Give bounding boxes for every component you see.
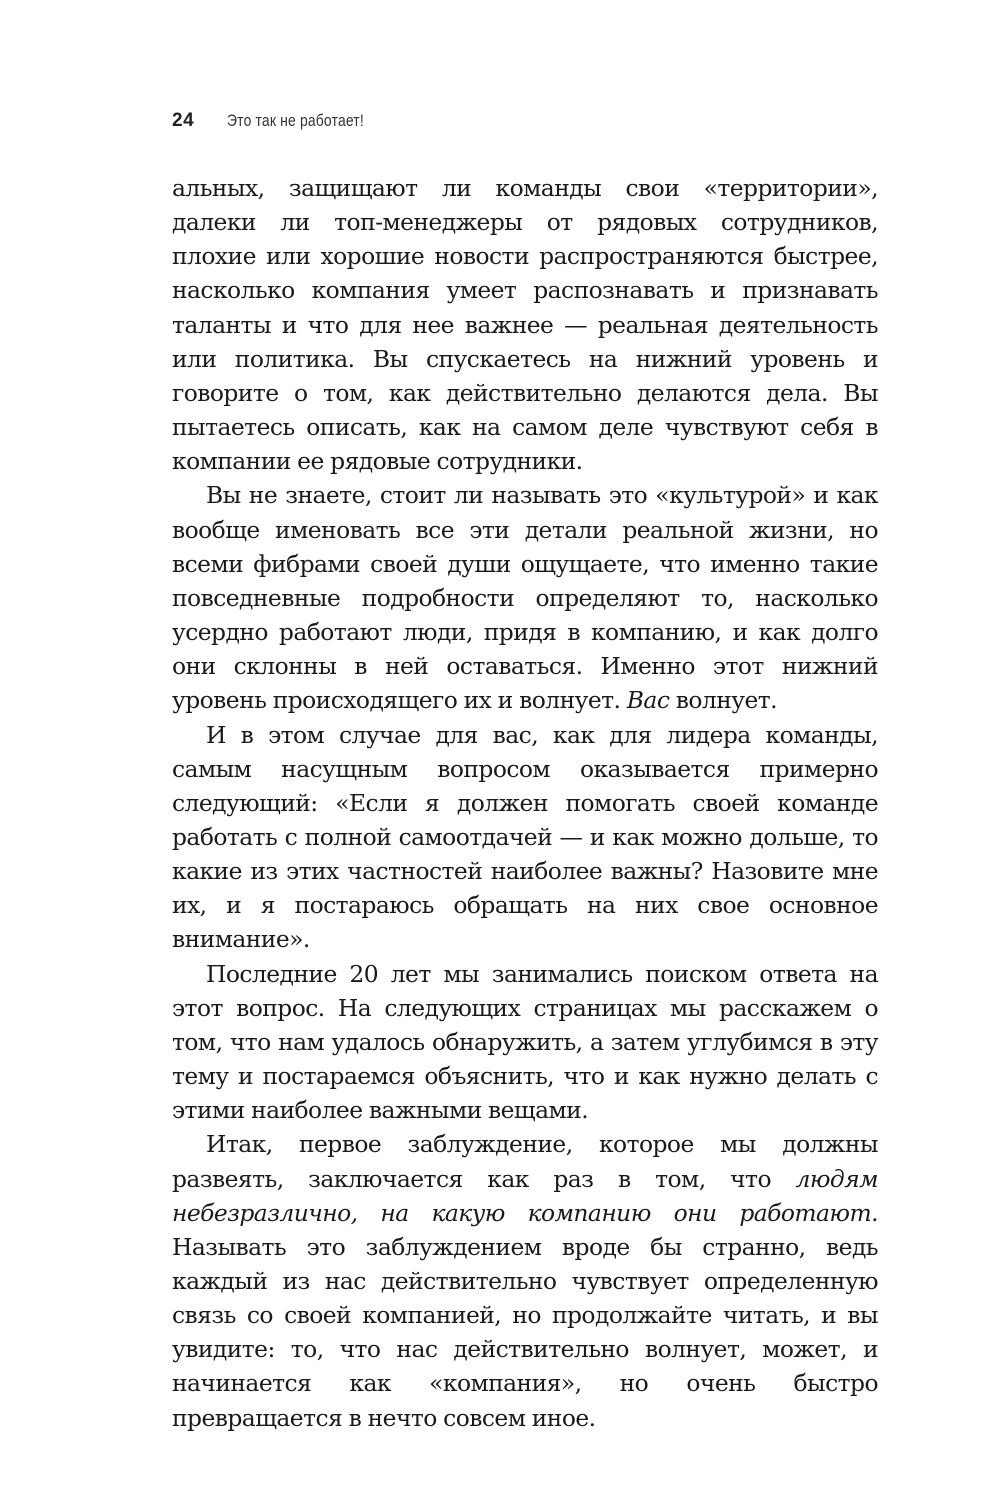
body-text (172, 171, 878, 1435)
paragraph-text: волнует. (669, 686, 778, 715)
paragraph-text: Называть это заблуждением вроде бы странно, ведь каждый из нас действительно чувствует определенную связь со своей компанией, но продолжайте читать, и вы увидите: то, что нас действительно волнует, может, и начинается как «компания», но очень быстро превращается в нечто совсем иное. (172, 1232, 878, 1432)
paragraph (172, 957, 878, 1128)
paragraph-text: Итак, первое заблуждение, которое мы должны развеять, заключается как раз в том, что (172, 1130, 878, 1193)
emphasis-text: людям небезразлично, на какую компанию они работают. (172, 1164, 878, 1227)
running-title: Это так не работает! (227, 111, 365, 130)
running-head (172, 110, 394, 140)
paragraph-text: Последние 20 лет мы занимались поиском ответа на этот вопрос. На следующих страницах мы расскажем о том, что нам удалось обнаружить, а затем углубимся в эту тему и постараемся объяснить, что и как нужно делать с этими наиболее важными вещами. (172, 959, 878, 1125)
paragraph (172, 171, 878, 478)
paragraph-text: альных, защищают ли команды свои «территории», далеки ли топ-менеджеры от рядовых сотрудников, плохие или хорошие новости распространяются быстрее, насколько компания умеет распознавать и признавать таланты и что для нее важнее — реальная деятельность или политика. Вы спускаетесь на нижний уровень и говорите о том, как действительно делаются дела. Вы пытаетесь описать, как на самом деле чувствуют себя в компании ее рядовые сотрудники. (172, 174, 878, 476)
paragraph (172, 1127, 878, 1434)
paragraph-text: Вы не знаете, стоит ли называть это «культурой» и как вообще именовать все эти детали реальной жизни, но всеми фибрами своей души ощущаете, что именно такие повседневные подробности определяют то, насколько усердно работают люди, придя в компанию, и как долго они склонны в ней оставаться. Именно этот нижний уровень происходящего их и волнует. (172, 481, 878, 715)
page-number: 24 (172, 110, 195, 131)
emphasis-text: Вас (626, 686, 670, 715)
paragraph-text: И в этом случае для вас, как для лидера команды, самым насущным вопросом оказывается примерно следующий: «Если я должен помогать своей команде работать с полной самоотдачей — и как можно дольше, то какие из этих частностей наиболее важны? Назовите мне их, и я постараюсь обращать на них свое основное внимание». (172, 720, 878, 954)
paragraph (172, 718, 878, 957)
paragraph (172, 478, 878, 717)
